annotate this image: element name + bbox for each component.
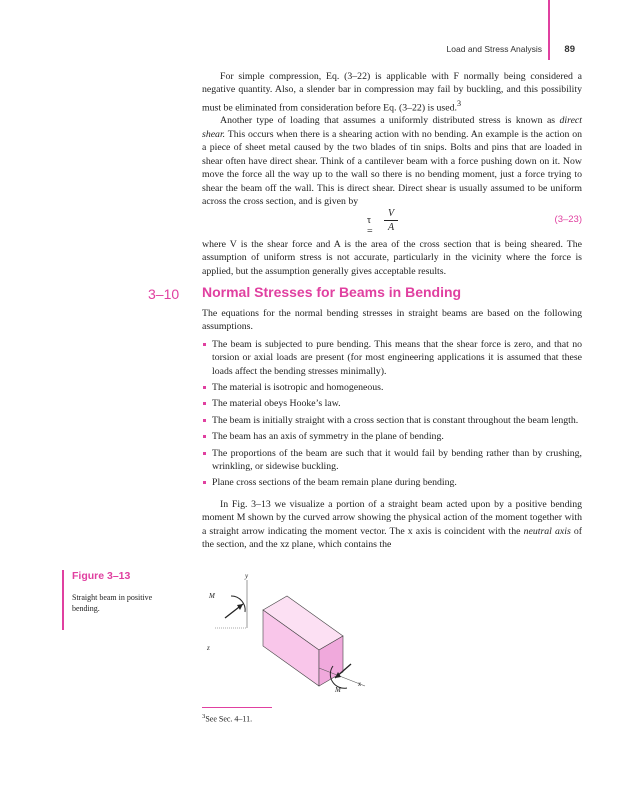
list-item: The beam is subjected to pure bending. This means that the shear force is zero, and that no torsion or axial loads are present (for most engineering applications it is assumed that these loads affect the bending stresses minimally). [202, 338, 582, 378]
list-item: The proportions of the beam are such that it would fail by bending rather than by crushing, wrinkling, or sidewise buckling. [202, 447, 582, 474]
label-x: x [358, 680, 362, 688]
paragraph-compression: For simple compression, Eq. (3–22) is applicable with F normally being considered a negative quantity. Also, a slender bar in compression may fail by buckling, and this possibility must be eliminated from consideration before Eq. (3–22) is used.$^3$ [202, 71, 582, 114]
arrowhead-left [237, 604, 243, 610]
section-number: 3–10 [148, 286, 180, 302]
page-number: 89 [564, 44, 575, 55]
list-item: The material is isotropic and homogeneous. [202, 381, 582, 394]
term-neutral-axis: neutral axis [523, 525, 571, 537]
footnote: $^3$See Sec. 4–11. [202, 713, 253, 724]
paragraph-figure-intro: In Fig. 3–13 we visualize a portion of a straight beam acted upon by a positive bending moment M shown by the curved arrow showing the physical action of the moment together with a straight arrow indicating the moment vector. The x axis is coincident with the neutral axis of the section, and the xz plane, which contains the [202, 498, 583, 551]
paragraph-shear-assumption: where V is the shear force and A is the area of the cross section that is being sheared. The assumption of uniform stress is not accurate, particularly in the vicinity where the force is applied, but the assumption generally gives acceptable results. [202, 239, 582, 277]
label-m-left: M [209, 592, 215, 600]
equation-3-23: τ = V A (3–23) [367, 208, 582, 237]
top-text-block [202, 70, 582, 208]
assumption-list [202, 338, 582, 490]
label-m-right: M [335, 686, 341, 694]
label-y: y [245, 572, 249, 580]
moment-arrow-left [231, 596, 245, 612]
footnote-rule [202, 707, 272, 708]
page-edge-rule [548, 0, 550, 60]
list-item: The material obeys Hooke’s law. [202, 397, 582, 410]
label-z: z [207, 644, 210, 652]
figure-title: Figure 3–13 [72, 570, 131, 582]
paragraph-direct-shear: Another type of loading that assumes a uniformly distributed stress is known as direct shear. This occurs when there is a shearing action with no bending. An example is the action on a piece of sheet metal caused by the two blades of tin snips. Bolts and pins that are loaded in shear often have direct shear. Think of a cantilever beam with a force pushing down on it. Now move the force all the way up to the wall so there is no bending moment, just a force trying to shear the beam off the wall. This is direct shear. Direct shear is usually assumed to be uniform across the cross section, and is given by [202, 115, 583, 207]
list-item: Plane cross sections of the beam remain plane during bending. [202, 476, 582, 489]
figure-caption: Straight beam in positive bending. [72, 593, 153, 613]
beam-figure [195, 568, 395, 708]
equation-number: (3–23) [554, 214, 582, 225]
list-item: The beam has an axis of symmetry in the plane of bending. [202, 430, 582, 443]
fraction: V A [384, 208, 398, 233]
footnote-ref: 3 [456, 98, 462, 108]
running-title: Load and Stress Analysis [446, 44, 542, 54]
term-direct-shear: direct shear. [202, 115, 582, 140]
figure-label [62, 570, 177, 630]
text-after-equation [202, 238, 582, 278]
section-body [202, 307, 582, 552]
list-item: The beam is initially straight with a cross section that is constant throughout the beam length. [202, 414, 582, 427]
section-intro: The equations for the normal bending stresses in straight beams are based on the following assumptions. [202, 308, 582, 333]
section-title: Normal Stresses for Beams in Bending [202, 284, 462, 300]
